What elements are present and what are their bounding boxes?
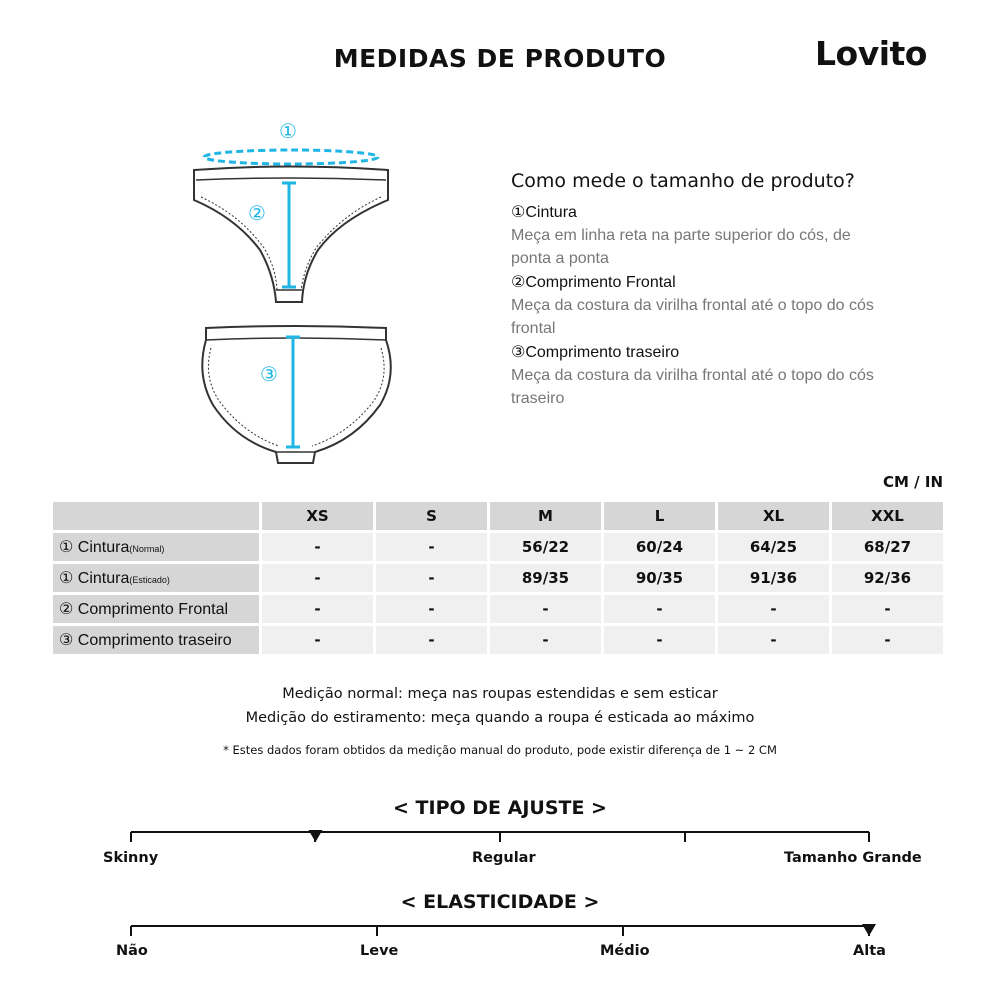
- table-cell: -: [262, 626, 373, 654]
- waist-description: Meça em linha reta na parte superior do cós, de ponta a ponta: [511, 227, 851, 267]
- table-header-cell: L: [604, 502, 715, 530]
- fit-label-regular: Regular: [472, 850, 536, 866]
- waist-label: ①Cintura: [511, 204, 577, 221]
- row-label: ② Comprimento Frontal: [53, 595, 259, 623]
- table-cell: -: [376, 533, 487, 561]
- back-length-description: Meça da costura da virilha frontal até o topo do cós traseiro: [511, 367, 874, 407]
- table-cell: 64/25: [718, 533, 829, 561]
- table-cell: -: [718, 626, 829, 654]
- front-length-description: Meça da costura da virilha frontal até o topo do cós frontal: [511, 297, 874, 337]
- table-header-cell: XL: [718, 502, 829, 530]
- elasticity-label-medium: Médio: [600, 943, 650, 959]
- fit-label-skinny: Skinny: [103, 850, 159, 866]
- table-cell: -: [490, 595, 601, 623]
- table-cell: 68/27: [832, 533, 943, 561]
- row-label: ③ Comprimento traseiro: [53, 626, 259, 654]
- table-cell: 60/24: [604, 533, 715, 561]
- table-cell: -: [490, 626, 601, 654]
- unit-label: CM / IN: [883, 473, 943, 491]
- table-cell: -: [832, 626, 943, 654]
- table-cell: -: [376, 595, 487, 623]
- table-cell: -: [376, 626, 487, 654]
- fit-label-large: Tamanho Grande: [784, 850, 922, 866]
- front-length-label: ②Comprimento Frontal: [511, 274, 676, 291]
- table-cell: 92/36: [832, 564, 943, 592]
- fit-title: < TIPO DE AJUSTE >: [393, 797, 607, 819]
- row-label: ① Cintura(Normal): [53, 533, 259, 561]
- row-label-sub: (Esticado): [129, 575, 170, 585]
- table-cell: -: [262, 533, 373, 561]
- table-header-cell: M: [490, 502, 601, 530]
- marker-2: ②: [248, 201, 266, 225]
- table-cell: -: [604, 626, 715, 654]
- elasticity-label-high: Alta: [853, 943, 886, 959]
- table-cell: 56/22: [490, 533, 601, 561]
- table-header-cell: XS: [262, 502, 373, 530]
- normal-measure-note: Medição normal: meça nas roupas estendidas e sem esticar: [282, 686, 718, 702]
- table-cell: 91/36: [718, 564, 829, 592]
- table-cell: -: [262, 595, 373, 623]
- table-cell: -: [832, 595, 943, 623]
- back-length-label: ③Comprimento traseiro: [511, 344, 680, 361]
- table-cell: -: [376, 564, 487, 592]
- disclaimer-note: * Estes dados foram obtidos da medição manual do produto, pode existir diferença de 1 ~ 2 CM: [223, 743, 777, 757]
- marker-3: ③: [260, 362, 278, 386]
- elasticity-title: < ELASTICIDADE >: [400, 891, 600, 913]
- row-label: ① Cintura(Esticado): [53, 564, 259, 592]
- elasticity-label-none: Não: [116, 943, 148, 959]
- row-label-sub: (Normal): [129, 544, 165, 554]
- table-cell: 89/35: [490, 564, 601, 592]
- elasticity-label-light: Leve: [360, 943, 399, 959]
- table-cell: -: [262, 564, 373, 592]
- table-cell: 90/35: [604, 564, 715, 592]
- marker-1: ①: [279, 119, 297, 143]
- brand-logo: Lovito: [815, 34, 927, 73]
- page-title: MEDIDAS DE PRODUTO: [333, 44, 667, 73]
- table-cell: -: [604, 595, 715, 623]
- table-header-cell: XXL: [832, 502, 943, 530]
- stretch-measure-note: Medição do estiramento: meça quando a roupa é esticada ao máximo: [245, 710, 755, 726]
- table-header-cell: S: [376, 502, 487, 530]
- table-cell: -: [718, 595, 829, 623]
- elasticity-indicator: [862, 924, 876, 936]
- how-to-heading: Como mede o tamanho de produto?: [511, 170, 855, 192]
